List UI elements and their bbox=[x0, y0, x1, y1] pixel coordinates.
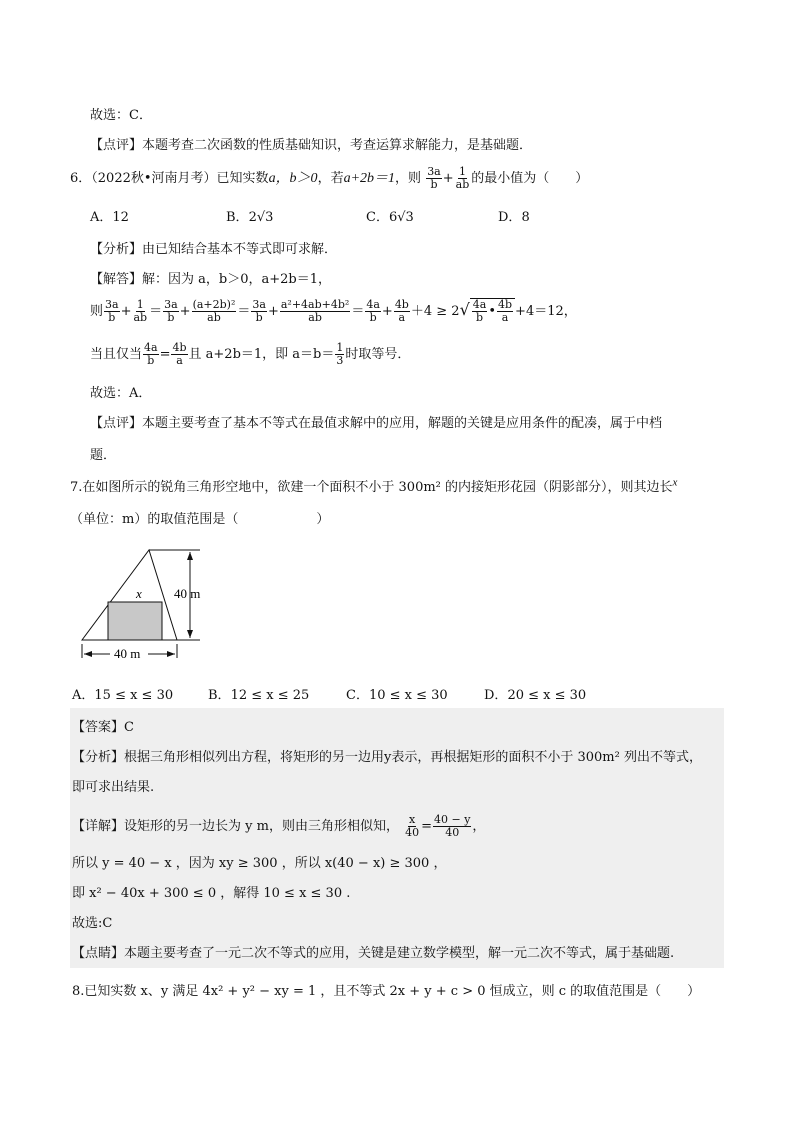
q7-triangle-figure bbox=[72, 540, 222, 670]
solution-text: 解：因为 a，b＞0，a+2b＝1， bbox=[142, 272, 331, 287]
shaded-rectangle bbox=[108, 602, 162, 640]
q6-comment-cont: 题． bbox=[90, 448, 117, 463]
comment-tag: 【点评】 bbox=[90, 138, 143, 153]
q6-stem-text-c: ，则 bbox=[395, 171, 422, 186]
q7-detail: 【详解】设矩形的另一边长为 y m，则由三角形相似知， $\frac{x}{40}$ = $\frac{40 - y}{40}$ ， bbox=[72, 813, 486, 839]
q6-stem-text-a: 已知实数 bbox=[216, 171, 269, 186]
q6-comment bbox=[90, 412, 662, 431]
sol-chain-end: +4＝12， bbox=[515, 304, 577, 319]
q8-stem: 8.已知实数 x、y 满足 4x² + y² − xy = 1 ，且不等式 2x + y + c > 0 恒成立，则 c 的取值范围是（ ） bbox=[72, 984, 701, 999]
comment-text: 本题主要考查了一元二次不等式的应用，关键是建立数学模型，解一元二次不等式，属于基础题. bbox=[124, 946, 675, 961]
sol-chain-mid: ＋4 ≥ 2 bbox=[410, 304, 460, 319]
eq-when: 当且仅当 bbox=[90, 347, 143, 362]
q6-frac-3a-b: $\frac{3a}{b}$ bbox=[427, 165, 441, 191]
prev-choice: 故选：C． bbox=[90, 108, 152, 123]
height-label: 40 m bbox=[174, 586, 201, 601]
detail-frac-40-y: $\frac{40 - y}{40}$ bbox=[434, 813, 471, 839]
q6-number: 6． bbox=[70, 171, 92, 186]
analysis-text: 由已知结合基本不等式即可求解． bbox=[142, 242, 338, 257]
q6-option-a[interactable]: A．12 bbox=[90, 210, 129, 225]
q6-option-c[interactable]: C．6√3 bbox=[366, 210, 414, 225]
q6-analysis bbox=[90, 238, 337, 257]
q6-solution-intro bbox=[90, 268, 331, 287]
comment-tag: 【点评】 bbox=[90, 416, 143, 431]
analysis-tag: 【分析】 bbox=[72, 750, 125, 765]
q7-var-x: x bbox=[672, 476, 678, 489]
q6-frac-1-ab: $\frac{1}{ab}$ bbox=[455, 165, 470, 191]
q7-option-a[interactable]: A．15 ≤ x ≤ 30 bbox=[72, 688, 174, 703]
q7-detail-line3: 即 x² − 40x + 300 ≤ 0 ，解得 10 ≤ x ≤ 30 . bbox=[72, 886, 351, 901]
prev-comment bbox=[90, 134, 532, 153]
q6-vars: a，b＞0 bbox=[268, 171, 318, 186]
solution-tag: 【解答】 bbox=[90, 272, 143, 287]
q7-option-b[interactable]: B．12 ≤ x ≤ 25 bbox=[208, 688, 310, 703]
q6-option-b[interactable]: B．2√3 bbox=[226, 210, 274, 225]
comment-tag: 【点睛】 bbox=[72, 946, 125, 961]
q7-choice: 故选:C bbox=[72, 916, 113, 931]
q7-answer bbox=[72, 716, 134, 735]
q7-comment bbox=[72, 942, 674, 961]
q6-stem-text-d: 的最小值为（ ） bbox=[471, 171, 589, 186]
q7-stem-text: 7.在如图所示的锐角三角形空地中，欲建一个面积不小于 300m² 的内接矩形花园（阴影部分），则其边长 bbox=[70, 480, 673, 495]
q6-solution-chain: 则 $\frac{3a}{b}$ + $\frac{1}{ab}$ ＝ $\frac{3a}{b}$ + $\frac{\text{(a+2b)²}}{ab}$ ＝ $\frac{3a}{b}$ + $\frac{\text{a²+4ab+4b²}}{ab}$ ＝ $\frac{4a}{b}$ + $\frac{4b}{a}$ ＋4 ≥ 2√ $\frac{4a}{b}$ • $\frac{4b}{a}$ +4＝12， bbox=[90, 298, 577, 324]
eq-and: 且 a+2b＝1，即 a＝b＝ bbox=[188, 347, 335, 362]
detail-text: 设矩形的另一边长为 y m，则由三角形相似知， bbox=[124, 819, 399, 834]
q7-stem-line2: （单位：m）的取值范围是（ ） bbox=[70, 512, 330, 527]
analysis-tag: 【分析】 bbox=[90, 242, 143, 257]
q6-stem-text-b: ，若 bbox=[317, 171, 344, 186]
detail-tag: 【详解】 bbox=[72, 819, 125, 834]
base-label: 40 m bbox=[114, 646, 141, 661]
q7-stem-line1 bbox=[70, 476, 677, 495]
comment-text: 本题主要考查了基本不等式在最值求解中的应用，解题的关键是应用条件的配凑，属于中档 bbox=[142, 416, 663, 431]
q6-source: （2022秋•河南月考） bbox=[91, 171, 217, 186]
answer-value: C bbox=[124, 720, 134, 735]
analysis-text: 根据三角形相似列出方程，将矩形的另一边用y表示，再根据矩形的面积不小于 300m² 列出不等式， bbox=[124, 750, 702, 765]
eq-take: 时取等号． bbox=[345, 347, 411, 362]
sol-then: 则 bbox=[90, 304, 104, 319]
comment-text: 本题考查二次函数的性质基础知识，考查运算求解能力，是基础题． bbox=[142, 138, 533, 153]
q6-option-d[interactable]: D．8 bbox=[498, 210, 530, 225]
q7-detail-line2: 所以 y = 40 − x ，因为 xy ≥ 300 ，所以 x(40 − x) ≥ 300 ， bbox=[72, 856, 447, 871]
q6-equality-condition: 当且仅当 $\frac{4a}{b}$ = $\frac{4b}{a}$ 且 a+2b＝1，即 a＝b＝ $\frac{1}{3}$ 时取等号． bbox=[90, 341, 411, 367]
q6-choice: 故选：A． bbox=[90, 386, 152, 401]
q7-analysis bbox=[72, 746, 702, 765]
q7-option-c[interactable]: C．10 ≤ x ≤ 30 bbox=[346, 688, 448, 703]
answer-tag: 【答案】 bbox=[72, 720, 125, 735]
q7-option-d[interactable]: D．20 ≤ x ≤ 30 bbox=[484, 688, 587, 703]
q7-analysis-cont: 即可求出结果. bbox=[72, 780, 155, 795]
detail-frac-x-40: $\frac{x}{40}$ bbox=[405, 813, 420, 839]
q6-condition: a+2b＝1 bbox=[343, 171, 396, 186]
side-label-x: x bbox=[136, 586, 142, 601]
q6-stem: 6．（2022秋•河南月考）已知实数a，b＞0，若a+2b＝1，则 $\frac{3a}{b}$ + $\frac{1}{ab}$ 的最小值为（ ） bbox=[70, 165, 589, 191]
